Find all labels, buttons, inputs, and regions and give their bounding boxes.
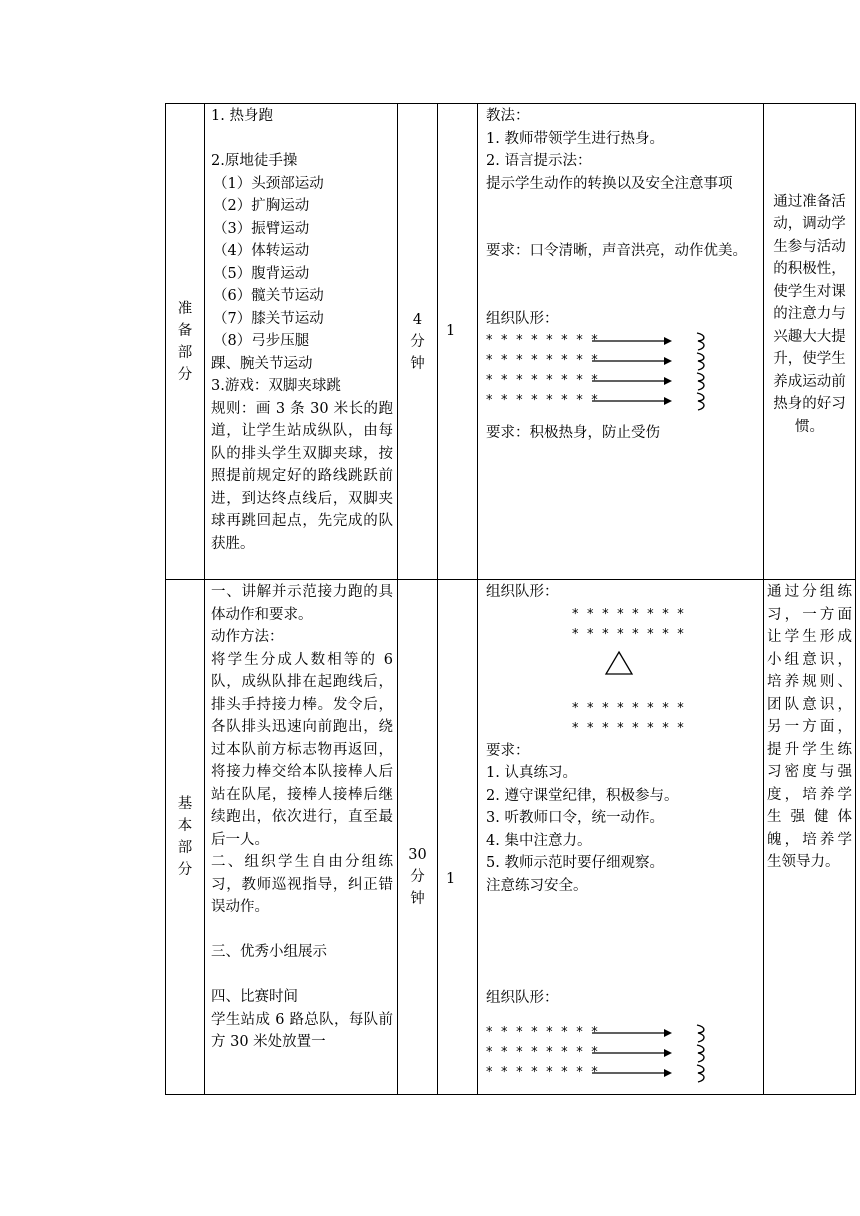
student-row: * * * * * * * * <box>486 1064 600 1080</box>
prep-section-char: 备 <box>177 322 193 339</box>
right-arrow-icon <box>592 376 672 386</box>
requirement-item: 2. 遵守课堂纪律，积极参与。 <box>486 787 679 804</box>
right-arrow-icon <box>592 336 672 346</box>
student-row: * * * * * * * * <box>572 700 686 716</box>
content-line: （2）扩胸运动 <box>213 198 310 214</box>
prep-row <box>166 104 856 580</box>
prep-count-cell <box>438 104 478 580</box>
right-arrow-icon <box>592 356 672 366</box>
turnaround-marker-icon <box>694 1024 708 1044</box>
teacher-triangle-icon <box>604 650 634 676</box>
requirement-title: 要求： <box>486 742 530 759</box>
student-row: * * * * * * * * <box>572 720 686 736</box>
prep-content-cell <box>205 104 398 580</box>
prep-section-char: 准 <box>177 300 193 317</box>
basic-section-char: 本 <box>177 818 193 834</box>
student-row: * * * * * * * * <box>486 393 600 408</box>
requirement-item: 3. 听教师口令，统一动作。 <box>486 810 664 826</box>
requirement-item: 4. 集中注意力。 <box>486 832 592 849</box>
prep-method-cell <box>478 104 764 580</box>
student-row: * * * * * * * * <box>486 333 600 348</box>
basic-section-char: 基 <box>177 796 193 812</box>
method-requirement: 要求：积极热身，防止受伤 <box>486 425 660 441</box>
content-paragraph: 二、组织学生自由分组练习，教师巡视指导，纠正错误动作。 <box>211 854 393 915</box>
turnaround-marker-icon <box>694 1064 708 1084</box>
prep-section-char: 部 <box>177 344 193 361</box>
content-line: 2.原地徒手操 <box>211 153 298 169</box>
relay-race-formation-diagram <box>486 1022 756 1088</box>
purpose-text: 通过准备活动，调动学生参与活动的积极性，使学生对课的注意力与兴趣大大提升，使学生养成运动前热身的好习惯。 <box>773 193 846 435</box>
content-line: 1. 热身跑 <box>211 108 273 124</box>
time-char: 4 <box>412 311 423 328</box>
requirement-item: 1. 认真练习。 <box>486 765 577 781</box>
safety-note: 注意练习安全。 <box>486 877 588 894</box>
count-value: 1 <box>446 322 456 339</box>
right-arrow-icon <box>592 396 672 406</box>
turnaround-marker-icon <box>694 1044 708 1064</box>
content-line: 动作方法： <box>211 629 284 645</box>
basic-method-cell <box>478 580 764 1095</box>
basic-time-cell <box>398 580 438 1095</box>
method-line: 教法： <box>486 108 530 124</box>
time-char: 钟 <box>410 355 425 372</box>
basic-row <box>166 580 856 1095</box>
basic-count-cell <box>438 580 478 1095</box>
content-line: （8）弓步压腿 <box>213 333 310 349</box>
content-line: （4）体转运动 <box>213 243 310 259</box>
time-char: 30 <box>408 847 427 863</box>
turnaround-marker-icon <box>694 352 708 372</box>
right-arrow-icon <box>592 1028 672 1038</box>
method-line: 提示学生动作的转换以及安全注意事项 <box>486 175 733 192</box>
basic-content-cell <box>205 580 398 1095</box>
basic-section-cell <box>166 580 205 1095</box>
basic-section-char: 分 <box>177 862 193 878</box>
prep-section-cell <box>166 104 205 580</box>
turnaround-marker-icon <box>694 372 708 392</box>
student-row: * * * * * * * * <box>486 353 600 368</box>
count-value: 1 <box>446 871 456 887</box>
content-line: （6）髋关节运动 <box>213 288 324 304</box>
method-line: 2. 语言提示法： <box>486 153 592 169</box>
formation-label: 组织队形： <box>486 310 559 327</box>
student-row: * * * * * * * * <box>486 1024 600 1040</box>
content-line: （7）膝关节运动 <box>213 310 324 327</box>
lesson-plan-table <box>165 103 856 1095</box>
student-row: * * * * * * * * <box>572 626 686 642</box>
student-row: * * * * * * * * <box>486 373 600 388</box>
basic-section-char: 部 <box>177 840 193 856</box>
content-line: 3.游戏：双脚夹球跳 <box>211 378 341 394</box>
right-arrow-icon <box>592 1068 672 1078</box>
game-rules: 规则：画 3 条 30 米长的跑道，让学生站成纵队，由每队的排头学生双脚夹球，按照提前规定好的路线跳跃前进，到达终点线后，双脚夹球再跳回起点，先完成的队获胜。 <box>211 400 393 552</box>
blank-line <box>211 128 393 151</box>
requirement-item: 5. 教师示范时要仔细观察。 <box>486 855 664 871</box>
prep-section-char: 分 <box>177 366 193 383</box>
relay-formation-diagram <box>486 330 756 422</box>
prep-purpose-cell <box>764 104 856 580</box>
content-line: （1）头颈部运动 <box>213 175 324 192</box>
purpose-text: 通过分组练习，一方面让学生形成小组意识，培养规则、团队意识，另一方面，提升学生练习密度与强度，培养学生强健体魄，培养学生领导力。 <box>767 584 852 870</box>
content-paragraph: 一、讲解并示范接力跑的具体动作和要求。 <box>211 584 393 623</box>
turnaround-marker-icon <box>694 332 708 352</box>
student-row: * * * * * * * * <box>486 1044 600 1060</box>
content-line: 踝、腕关节运动 <box>211 355 313 372</box>
content-paragraph: 学生站成 6 路总队，每队前方 30 米处放置一 <box>211 1011 393 1050</box>
teacher-center-formation-diagram <box>486 604 756 740</box>
method-requirement: 要求：口令清晰，声音洪亮，动作优美。 <box>486 243 747 259</box>
time-char: 钟 <box>410 891 425 907</box>
right-arrow-icon <box>592 1048 672 1058</box>
turnaround-marker-icon <box>694 392 708 412</box>
formation-label: 组织队形： <box>486 990 559 1006</box>
content-paragraph: 将学生分成人数相等的 6 队，成纵队排在起跑线后，排头手持接力棒。发令后，各队排头迅速向前跑出，绕过本队前方标志物再返回，将接力棒交给本队接棒人后站在队尾，接棒人接棒后继续跑出，依次进行，直至最后一人。 <box>211 651 393 848</box>
basic-purpose-cell <box>764 580 856 1095</box>
content-line: （5）腹背运动 <box>213 265 310 282</box>
formation-label: 组织队形： <box>486 584 559 600</box>
time-char: 分 <box>410 869 425 885</box>
content-line: 四、比赛时间 <box>211 989 298 1005</box>
prep-time-cell <box>398 104 438 580</box>
content-line: （3）振臂运动 <box>213 220 310 237</box>
student-row: * * * * * * * * <box>572 606 686 622</box>
content-line: 三、优秀小组展示 <box>211 944 327 960</box>
time-char: 分 <box>410 333 425 350</box>
method-line: 1. 教师带领学生进行热身。 <box>486 130 664 147</box>
